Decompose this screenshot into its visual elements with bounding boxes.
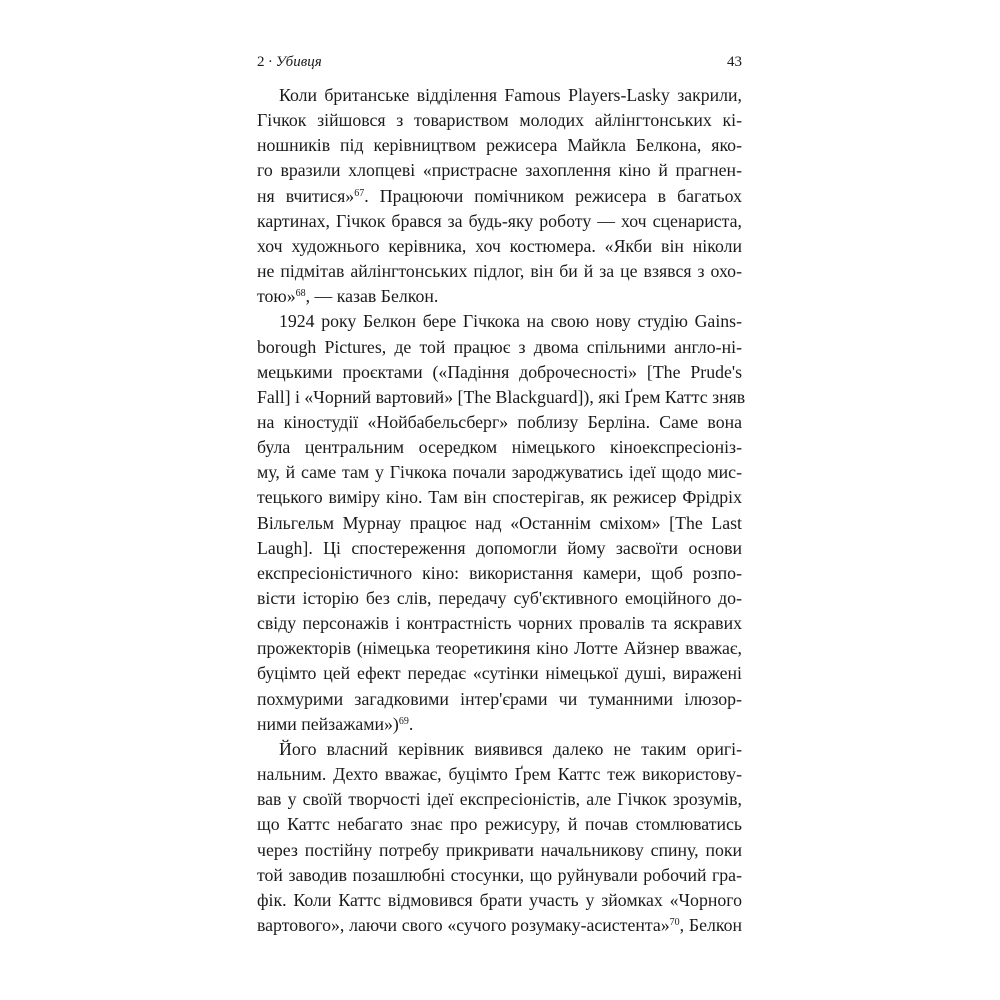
line-text: го вразили хлопцеві «пристрасне захоплення кіно й прагнен- <box>257 160 742 181</box>
line-text: свіду персонажів і контрастність чорних провалів та яскравих <box>257 613 742 634</box>
line-text: му, й саме там у Гічкока почали зароджуватись ідеї щодо мис- <box>257 462 742 483</box>
footnote-marker[interactable]: 70 <box>669 916 680 928</box>
chapter-separator: · <box>268 54 272 70</box>
text-line <box>257 234 742 259</box>
chapter-number: 2 <box>257 54 265 70</box>
line-text: через постійну потребу прикривати начальникову спину, поки <box>257 839 742 860</box>
line-text-continued: , Белкон <box>679 914 742 935</box>
line-text: що Каттс небагато знає про режисуру, й почав стомлюватись <box>257 814 742 835</box>
line-text: буцімто цей ефект передає «сутінки німецької душі, виражені <box>257 663 742 684</box>
line-text-continued: . Працюючи помічником режисера в багатьох <box>364 185 742 206</box>
text-line <box>257 687 742 712</box>
footnote-marker[interactable]: 69 <box>398 715 409 727</box>
line-text: фік. Коли Каттс відмовився брати участь у зйомках «Чорного <box>257 889 742 910</box>
text-line <box>257 158 742 183</box>
line-text: не підмітав айлінгтонських підлог, він би й за це взявся з охо- <box>257 261 742 282</box>
line-text: Його власний керівник виявився далеко не таким оригі- <box>279 738 742 759</box>
text-line <box>257 259 742 284</box>
line-text: хоч художнього керівника, хоч костюмера. «Якби він ніколи <box>257 235 742 256</box>
text-line <box>257 737 742 762</box>
text-line <box>257 435 742 460</box>
text-line <box>257 787 742 812</box>
line-text: ня вчитися» <box>257 185 355 206</box>
text-line <box>257 561 742 586</box>
text-line <box>257 209 742 234</box>
line-text: вісти історію без слів, передачу суб'єктивного емоційного до- <box>257 588 742 608</box>
text-line <box>257 284 742 309</box>
text-line <box>257 712 742 737</box>
line-text: тецького виміру кіно. Там він спостерігав, як режисер Фрідріх <box>257 487 742 508</box>
text-line <box>257 661 742 686</box>
text-line <box>257 133 742 158</box>
text-line <box>257 888 742 913</box>
line-text: Вільгельм Мурнау працює над «Останнім сміхом» [The Last <box>257 512 742 533</box>
line-text: вартового», лаючи свого «сучого розумаку-асистента» <box>257 914 670 935</box>
text-line <box>257 863 742 888</box>
running-head <box>257 52 742 72</box>
line-text: вав у своїй творчості ідеї експресіоністів, але Гічкок зрозумів, <box>257 789 742 810</box>
chapter-title: Убивця <box>275 54 322 70</box>
line-text: ними пейзажами») <box>257 713 399 734</box>
line-text: прожекторів (німецька теоретикиня кіно Лотте Айзнер вважає, <box>257 638 742 659</box>
line-text: на кіностудії «Нойбабельсберг» поблизу Берліна. Саме вона <box>257 411 742 432</box>
footnote-marker[interactable]: 68 <box>295 288 306 300</box>
text-line <box>257 460 742 485</box>
text-line <box>257 385 746 410</box>
text-line <box>257 335 742 360</box>
line-text: похмурими загадковими інтер'єрами чи туманними ілюзор- <box>257 688 742 709</box>
text-line <box>257 184 742 209</box>
line-text: borough Pictures, де той працює з двома спільними англо-ні- <box>257 336 742 357</box>
line-text: Fall] і «Чорний вартовий» [The Blackguard]), які Ґрем Каттс зняв <box>257 386 746 407</box>
footnote-marker[interactable]: 67 <box>354 187 365 199</box>
chapter-heading <box>257 52 322 72</box>
text-line <box>257 360 742 385</box>
text-line <box>257 838 742 863</box>
text-line <box>257 485 742 510</box>
line-text: експресіоністичного кіно: використання камери, щоб розпо- <box>257 562 742 583</box>
line-text: ношників під керівництвом режисера Майкла Белкона, яко- <box>257 135 742 156</box>
text-line <box>257 762 742 787</box>
line-text: Гічкок зійшовся з товариством молодих айлінгтонських кі- <box>257 110 742 131</box>
line-text-continued: , — казав Белкон. <box>305 286 439 307</box>
line-text: нальним. Дехто вважає, буцімто Ґрем Каттс теж використову- <box>257 764 742 785</box>
text-line <box>257 410 742 435</box>
text-line <box>257 511 742 536</box>
line-text: Коли британське відділення Famous Players-Lasky закрили, <box>279 85 742 105</box>
line-text: була центральним осередком німецького кіноекспресіоніз- <box>257 437 742 458</box>
page-number: 43 <box>727 54 742 70</box>
line-text-continued: . <box>408 713 414 734</box>
line-text: картинах, Гічкок брався за будь-яку роботу — хоч сценариста, <box>257 210 742 231</box>
line-text: той заводив позашлюбні стосунки, що руйнували робочий гра- <box>257 864 742 885</box>
line-text: Laugh]. Ці спостереження допомогли йому засвоїти основи <box>257 537 742 558</box>
text-line <box>257 812 742 837</box>
text-line <box>257 108 742 133</box>
text-line <box>257 536 742 561</box>
text-line <box>257 611 742 636</box>
text-line <box>257 636 742 661</box>
text-line <box>257 586 742 611</box>
text-line <box>257 913 742 938</box>
line-text: 1924 року Белкон бере Гічкока на свою нову студію Gains- <box>279 311 742 332</box>
text-line <box>257 83 742 108</box>
line-text: мецькими проєктами («Падіння доброчесності» [The Prude's <box>257 361 742 382</box>
line-text: тою» <box>257 286 296 307</box>
text-line <box>257 309 742 334</box>
